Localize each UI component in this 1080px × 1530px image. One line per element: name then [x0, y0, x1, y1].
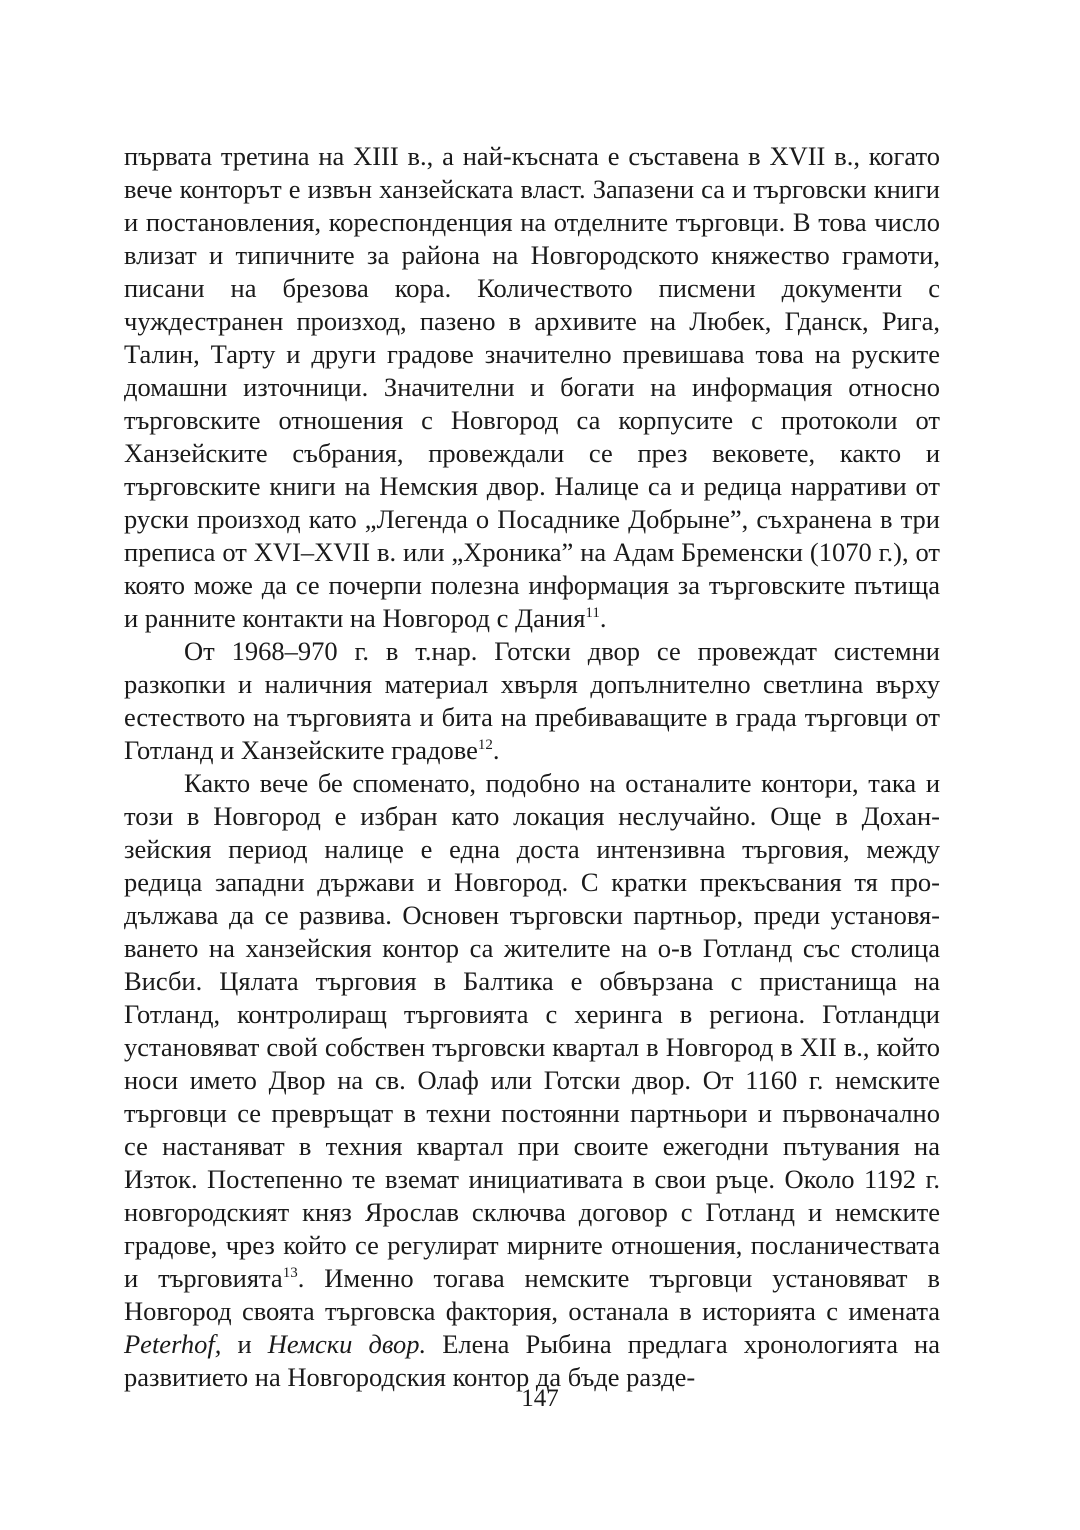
- paragraph-1: [124, 140, 940, 635]
- paragraph-2: [124, 635, 940, 767]
- footnote-ref-11: 11: [585, 605, 600, 622]
- paragraph-3-text: Както вече бе споменато, подобно на останалите контори, така и този в Новгород е избран като локация неслучайно. Още в Доханзейския период налице е една доста интензивна търговия, между редица западни държави и Новгород. С кратки прекъсвания тя продължава да се развива. Основен търговски партньор, преди установяването на ханзейския контор са жителите на о-в Готланд със столица Висби. Цялата търговия в Балтика е обвързана с пристанища на Готланд, контролиращ търговията с херинга в региона. Готландци установяват свой собствен търговски квартал в Новгород в XII в., който носи името Двор на св. Олаф или Готски двор. От 1160 г. немските търговци се превръщат в техни постоянни партньори и първоначално се настаняват в техния квартал при своите ежегодни пътувания на Изток. Постепенно те вземат инициативата в свои ръце. Около 1192 г. новгородският княз Ярослав сключва договор с Готланд и немските градове, чрез който се регулират мирните отношения, посланичествата и търговията: [124, 768, 940, 1293]
- paragraph-2-end: .: [492, 735, 500, 765]
- paragraph-3: [124, 767, 940, 1394]
- paragraph-3-end: Елена Рыбина предлага хронологията на развитието на Новгородския контор да бъде разде-: [124, 1329, 940, 1392]
- italic-peterhof: Peterhof,: [124, 1329, 222, 1359]
- italic-nemski-dvor: Немски двор.: [267, 1329, 427, 1359]
- paragraph-1-text: първата третина на XIII в., а най-късната е съставена в XVII в., когато вече конторът е извън ханзейската власт. Запазени са и търговски книги и постановления, кореспонденция на отделните търговци. В това число влизат и типичните за района на Новгородското княжество грамоти, писани на брезова кора. Количеството писмени документи с чуждестранен произход, пазено в архивите на Любек, Гданск, Рига, Талин, Тарту и други градове значително превишава това на руските домашни източници. Значителни и богати на информация относно търговските отношения с Новгород са корпусите с протоколи от Ханзейските събрания, провеждали се през вековете, както и търговските книги на Немския двор. Налице са и редица нарративи от руски произход като „Легенда о Посаднике Добрыне”, съхранена в три преписа от XVI–XVII в. или „Хроника” на Адам Бременски (1070 г.), от която може да се почерпи полезна информация за търговските пътища и ранните контакти на Новгород с Дания: [124, 141, 940, 633]
- paragraph-3-conjunction: и: [221, 1329, 268, 1359]
- footnote-ref-12: 12: [477, 737, 493, 754]
- page-body: [124, 140, 940, 1394]
- paragraph-1-end: .: [599, 603, 607, 633]
- paragraph-3-text-cont: . Именно тогава немските търговци установяват в Новгород своята търговска фактория, останала в историята с имената: [124, 1263, 940, 1326]
- page-number: 147: [521, 1385, 559, 1412]
- paragraph-2-text: От 1968–970 г. в т.нар. Готски двор се провеждат системни разкопки и наличния материал хвърля допълнително светлина върху естеството на търговията и бита на пребиваващите в града търговци от Готланд и Ханзейските градове: [124, 636, 940, 765]
- footnote-ref-13: 13: [282, 1265, 298, 1282]
